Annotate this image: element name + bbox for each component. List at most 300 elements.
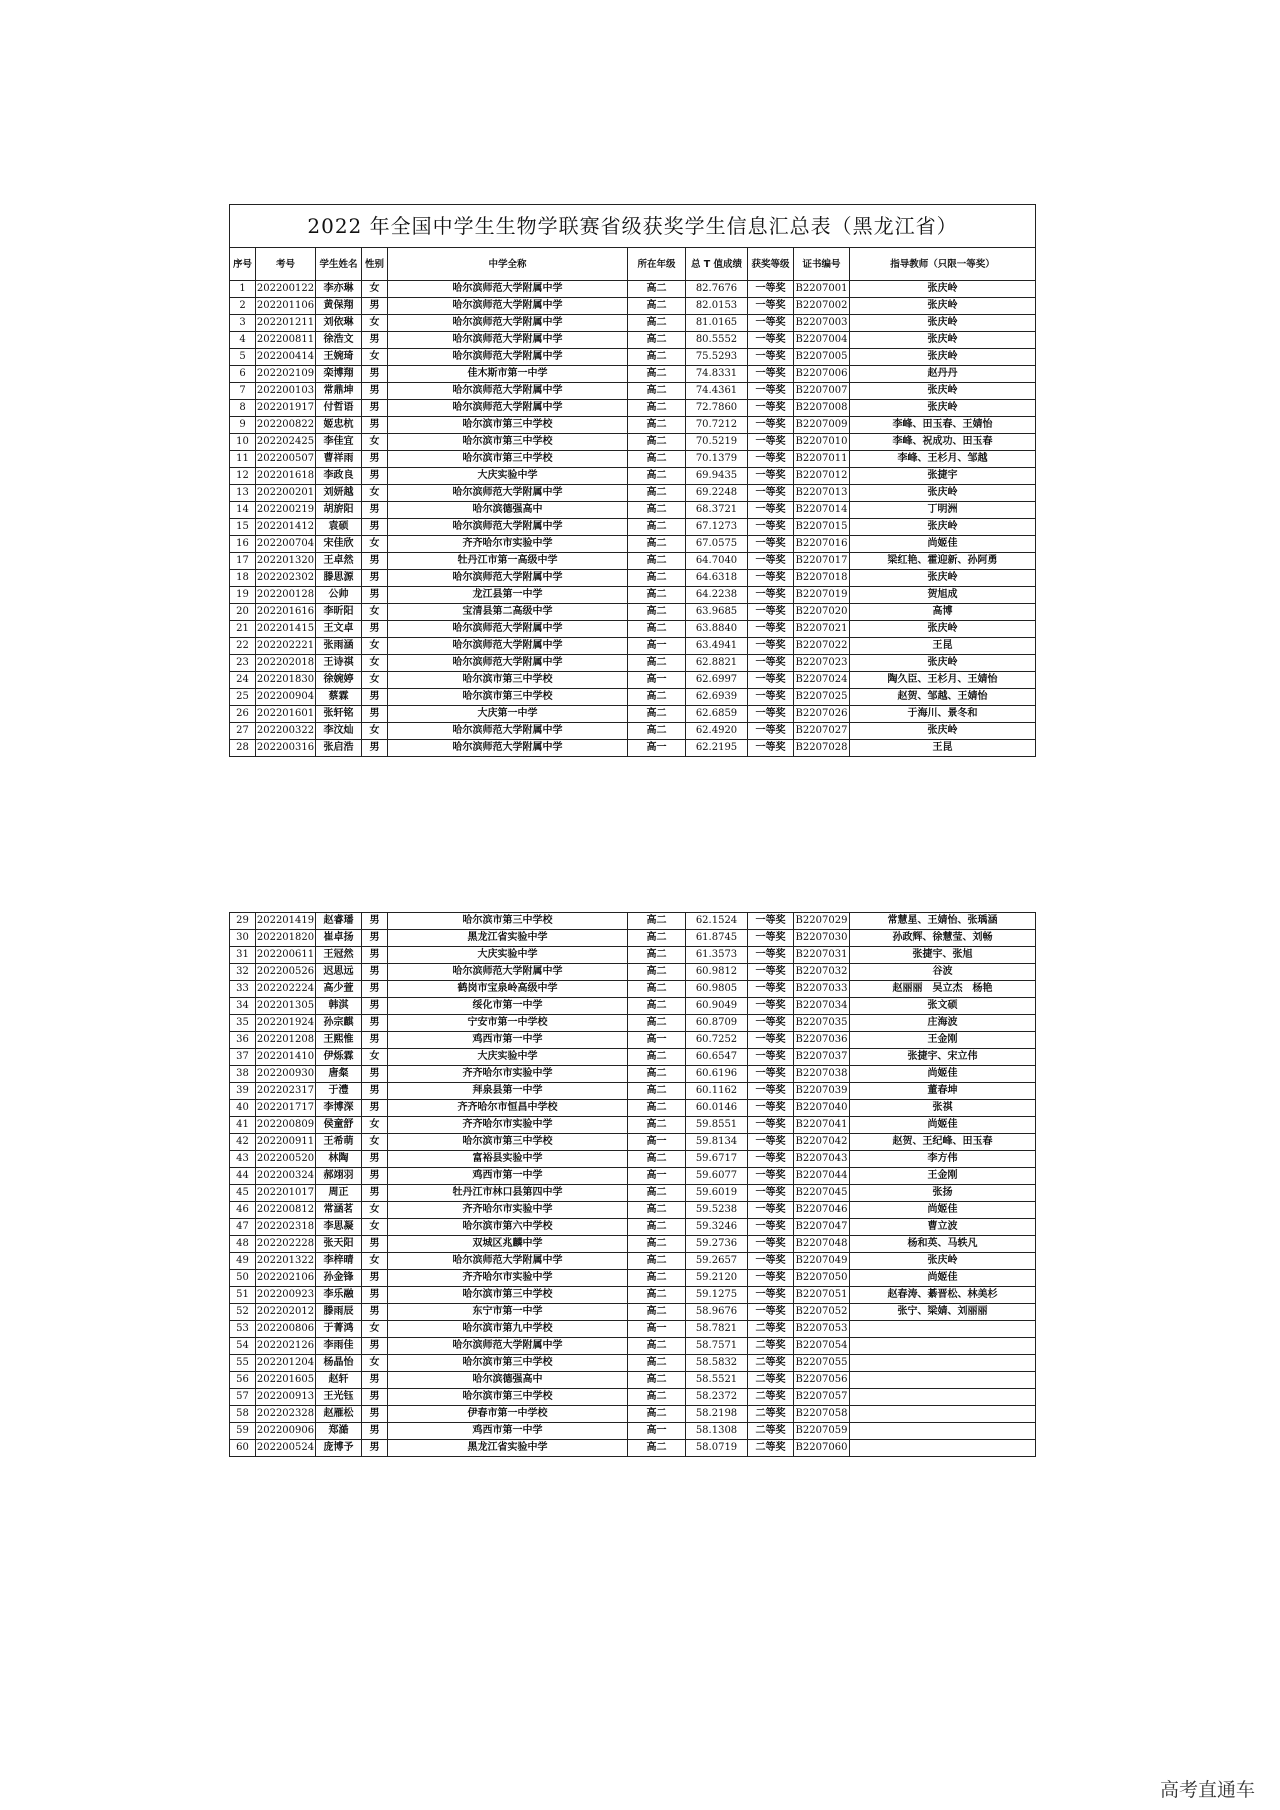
table-row <box>230 1270 1036 1287</box>
cell-certificate-no: B2207043 <box>794 1151 850 1168</box>
cell-gender: 女 <box>362 1253 388 1270</box>
cell-score: 63.9685 <box>686 604 748 621</box>
cell-grade: 高二 <box>628 1117 686 1134</box>
cell-exam-no: 202202425 <box>256 434 316 451</box>
cell-score: 59.5238 <box>686 1202 748 1219</box>
cell-award-level: 一等奖 <box>748 468 794 485</box>
cell-school: 哈尔滨市第三中学校 <box>388 1355 628 1372</box>
cell-teacher: 尚姬佳 <box>850 1117 1036 1134</box>
cell-score: 60.8709 <box>686 1015 748 1032</box>
cell-certificate-no: B2207035 <box>794 1015 850 1032</box>
cell-gender: 男 <box>362 1338 388 1355</box>
cell-exam-no: 202201605 <box>256 1372 316 1389</box>
cell-gender: 男 <box>362 587 388 604</box>
cell-score: 62.1524 <box>686 913 748 930</box>
cell-seq: 44 <box>230 1168 256 1185</box>
cell-seq: 12 <box>230 468 256 485</box>
cell-certificate-no: B2207050 <box>794 1270 850 1287</box>
table-row <box>230 1304 1036 1321</box>
cell-award-level: 一等奖 <box>748 536 794 553</box>
cell-grade: 高二 <box>628 1219 686 1236</box>
cell-certificate-no: B2207042 <box>794 1134 850 1151</box>
table-title: 2022 年全国中学生生物学联赛省级获奖学生信息汇总表（黑龙江省） <box>230 205 1036 248</box>
cell-award-level: 一等奖 <box>748 947 794 964</box>
cell-gender: 男 <box>362 553 388 570</box>
cell-grade: 高二 <box>628 1083 686 1100</box>
cell-teacher <box>850 1355 1036 1372</box>
cell-gender: 男 <box>362 998 388 1015</box>
cell-score: 67.1273 <box>686 519 748 536</box>
cell-school: 绥化市第一中学 <box>388 998 628 1015</box>
cell-exam-no: 202200524 <box>256 1440 316 1457</box>
cell-certificate-no: B2207018 <box>794 570 850 587</box>
cell-certificate-no: B2207008 <box>794 400 850 417</box>
table-row <box>230 1083 1036 1100</box>
cell-grade: 高二 <box>628 655 686 672</box>
cell-school: 哈尔滨市第三中学校 <box>388 451 628 468</box>
table-row <box>230 1389 1036 1406</box>
cell-exam-no: 202201830 <box>256 672 316 689</box>
cell-gender: 男 <box>362 332 388 349</box>
cell-seq: 42 <box>230 1134 256 1151</box>
cell-gender: 男 <box>362 451 388 468</box>
cell-certificate-no: B2207011 <box>794 451 850 468</box>
cell-certificate-no: B2207036 <box>794 1032 850 1049</box>
cell-gender: 男 <box>362 1372 388 1389</box>
table-row <box>230 315 1036 332</box>
cell-teacher: 李峰、田玉春、王婧怡 <box>850 417 1036 434</box>
header-grade: 所在年级 <box>628 248 686 281</box>
cell-score: 62.6997 <box>686 672 748 689</box>
table-row <box>230 706 1036 723</box>
cell-teacher: 庄海波 <box>850 1015 1036 1032</box>
cell-grade: 高二 <box>628 621 686 638</box>
cell-score: 60.9812 <box>686 964 748 981</box>
cell-seq: 16 <box>230 536 256 553</box>
cell-exam-no: 202201211 <box>256 315 316 332</box>
cell-student-name: 李梓晴 <box>316 1253 362 1270</box>
cell-grade: 高二 <box>628 1236 686 1253</box>
cell-certificate-no: B2207015 <box>794 519 850 536</box>
cell-student-name: 刘依琳 <box>316 315 362 332</box>
cell-gender: 男 <box>362 1151 388 1168</box>
cell-award-level: 一等奖 <box>748 1151 794 1168</box>
cell-seq: 11 <box>230 451 256 468</box>
cell-student-name: 赵睿璠 <box>316 913 362 930</box>
cell-exam-no: 202201917 <box>256 400 316 417</box>
cell-certificate-no: B2207006 <box>794 366 850 383</box>
cell-exam-no: 202200811 <box>256 332 316 349</box>
cell-student-name: 于菁鸿 <box>316 1321 362 1338</box>
cell-grade: 高二 <box>628 913 686 930</box>
cell-grade: 高二 <box>628 1372 686 1389</box>
cell-grade: 高二 <box>628 706 686 723</box>
cell-exam-no: 202201017 <box>256 1185 316 1202</box>
cell-teacher <box>850 1423 1036 1440</box>
cell-certificate-no: B2207032 <box>794 964 850 981</box>
cell-exam-no: 202201415 <box>256 621 316 638</box>
cell-seq: 46 <box>230 1202 256 1219</box>
cell-seq: 55 <box>230 1355 256 1372</box>
table-row <box>230 349 1036 366</box>
cell-student-name: 李佳宜 <box>316 434 362 451</box>
cell-grade: 高二 <box>628 502 686 519</box>
cell-student-name: 张天阳 <box>316 1236 362 1253</box>
cell-certificate-no: B2207058 <box>794 1406 850 1423</box>
cell-award-level: 一等奖 <box>748 981 794 998</box>
cell-score: 64.2238 <box>686 587 748 604</box>
cell-award-level: 一等奖 <box>748 451 794 468</box>
cell-school: 齐齐哈尔市恒昌中学校 <box>388 1100 628 1117</box>
cell-score: 58.7571 <box>686 1338 748 1355</box>
cell-school: 鸡西市第一中学 <box>388 1423 628 1440</box>
cell-teacher: 赵丽丽 吴立杰 杨艳 <box>850 981 1036 998</box>
cell-teacher: 尚姬佳 <box>850 1270 1036 1287</box>
cell-school: 哈尔滨市第三中学校 <box>388 913 628 930</box>
cell-certificate-no: B2207002 <box>794 298 850 315</box>
cell-exam-no: 202202328 <box>256 1406 316 1423</box>
header-award-level: 获奖等级 <box>748 248 794 281</box>
cell-exam-no: 202201322 <box>256 1253 316 1270</box>
cell-gender: 男 <box>362 383 388 400</box>
cell-seq: 33 <box>230 981 256 998</box>
cell-school: 哈尔滨师范大学附属中学 <box>388 655 628 672</box>
cell-student-name: 常鼎坤 <box>316 383 362 400</box>
cell-gender: 女 <box>362 349 388 366</box>
cell-score: 60.7252 <box>686 1032 748 1049</box>
cell-exam-no: 202200520 <box>256 1151 316 1168</box>
cell-student-name: 黄保翔 <box>316 298 362 315</box>
cell-grade: 高一 <box>628 1032 686 1049</box>
cell-award-level: 一等奖 <box>748 570 794 587</box>
cell-gender: 男 <box>362 1236 388 1253</box>
table-row <box>230 1117 1036 1134</box>
cell-score: 59.8551 <box>686 1117 748 1134</box>
cell-teacher: 张宁、梁婧、刘丽丽 <box>850 1304 1036 1321</box>
cell-exam-no: 202200316 <box>256 740 316 757</box>
cell-certificate-no: B2207014 <box>794 502 850 519</box>
table-row <box>230 1338 1036 1355</box>
cell-award-level: 一等奖 <box>748 723 794 740</box>
cell-certificate-no: B2207047 <box>794 1219 850 1236</box>
cell-teacher: 赵贺、王纪峰、田玉春 <box>850 1134 1036 1151</box>
header-school: 中学全称 <box>388 248 628 281</box>
cell-school: 哈尔滨师范大学附属中学 <box>388 570 628 587</box>
cell-school: 大庆第一中学 <box>388 706 628 723</box>
table-row <box>230 1236 1036 1253</box>
cell-score: 67.0575 <box>686 536 748 553</box>
cell-exam-no: 202200219 <box>256 502 316 519</box>
cell-teacher: 张捷宇、张旭 <box>850 947 1036 964</box>
cell-award-level: 一等奖 <box>748 1168 794 1185</box>
table-row <box>230 1202 1036 1219</box>
cell-teacher: 张庆岭 <box>850 315 1036 332</box>
cell-score: 63.4941 <box>686 638 748 655</box>
cell-teacher: 孙政辉、徐慧莹、刘畅 <box>850 930 1036 947</box>
cell-teacher: 张庆岭 <box>850 519 1036 536</box>
cell-student-name: 李亦琳 <box>316 281 362 298</box>
cell-teacher: 张庆岭 <box>850 570 1036 587</box>
cell-grade: 高二 <box>628 519 686 536</box>
cell-award-level: 一等奖 <box>748 1117 794 1134</box>
table-row <box>230 1134 1036 1151</box>
cell-teacher: 张庆岭 <box>850 655 1036 672</box>
cell-award-level: 一等奖 <box>748 1032 794 1049</box>
cell-award-level: 二等奖 <box>748 1389 794 1406</box>
cell-score: 69.2248 <box>686 485 748 502</box>
cell-grade: 高二 <box>628 1049 686 1066</box>
cell-teacher <box>850 1321 1036 1338</box>
cell-certificate-no: B2207005 <box>794 349 850 366</box>
cell-grade: 高二 <box>628 349 686 366</box>
cell-gender: 男 <box>362 1287 388 1304</box>
cell-student-name: 徐浩文 <box>316 332 362 349</box>
cell-gender: 男 <box>362 706 388 723</box>
cell-grade: 高二 <box>628 689 686 706</box>
cell-seq: 53 <box>230 1321 256 1338</box>
cell-teacher: 梁红艳、霍迎新、孙阿勇 <box>850 553 1036 570</box>
table-row <box>230 1066 1036 1083</box>
cell-student-name: 李雨佳 <box>316 1338 362 1355</box>
cell-certificate-no: B2207019 <box>794 587 850 604</box>
cell-gender: 男 <box>362 1168 388 1185</box>
cell-award-level: 一等奖 <box>748 672 794 689</box>
cell-gender: 女 <box>362 315 388 332</box>
cell-exam-no: 202200822 <box>256 417 316 434</box>
cell-certificate-no: B2207029 <box>794 913 850 930</box>
cell-award-level: 一等奖 <box>748 349 794 366</box>
cell-student-name: 王卓然 <box>316 553 362 570</box>
table-row <box>230 281 1036 298</box>
cell-score: 59.2120 <box>686 1270 748 1287</box>
cell-student-name: 曹祥雨 <box>316 451 362 468</box>
cell-exam-no: 202200414 <box>256 349 316 366</box>
cell-award-level: 一等奖 <box>748 1236 794 1253</box>
cell-exam-no: 202202221 <box>256 638 316 655</box>
cell-award-level: 一等奖 <box>748 485 794 502</box>
cell-award-level: 一等奖 <box>748 998 794 1015</box>
cell-certificate-no: B2207003 <box>794 315 850 332</box>
cell-score: 61.8745 <box>686 930 748 947</box>
cell-school: 哈尔滨师范大学附属中学 <box>388 621 628 638</box>
cell-grade: 高二 <box>628 485 686 502</box>
cell-gender: 男 <box>362 1389 388 1406</box>
cell-award-level: 一等奖 <box>748 1049 794 1066</box>
cell-student-name: 滕雨辰 <box>316 1304 362 1321</box>
cell-grade: 高二 <box>628 417 686 434</box>
table-row <box>230 434 1036 451</box>
cell-exam-no: 202202318 <box>256 1219 316 1236</box>
cell-certificate-no: B2207034 <box>794 998 850 1015</box>
cell-student-name: 伊烁霖 <box>316 1049 362 1066</box>
cell-award-level: 一等奖 <box>748 383 794 400</box>
cell-seq: 50 <box>230 1270 256 1287</box>
cell-grade: 高一 <box>628 1168 686 1185</box>
cell-teacher: 高博 <box>850 604 1036 621</box>
cell-seq: 14 <box>230 502 256 519</box>
cell-score: 62.6939 <box>686 689 748 706</box>
cell-certificate-no: B2207001 <box>794 281 850 298</box>
cell-grade: 高二 <box>628 1287 686 1304</box>
cell-student-name: 滕思源 <box>316 570 362 587</box>
cell-teacher: 谷波 <box>850 964 1036 981</box>
cell-score: 59.1275 <box>686 1287 748 1304</box>
cell-student-name: 胡旂阳 <box>316 502 362 519</box>
cell-certificate-no: B2207030 <box>794 930 850 947</box>
cell-grade: 高二 <box>628 1015 686 1032</box>
cell-school: 哈尔滨市第六中学校 <box>388 1219 628 1236</box>
cell-certificate-no: B2207009 <box>794 417 850 434</box>
cell-exam-no: 202202317 <box>256 1083 316 1100</box>
cell-certificate-no: B2207023 <box>794 655 850 672</box>
cell-student-name: 王光钰 <box>316 1389 362 1406</box>
cell-score: 58.5832 <box>686 1355 748 1372</box>
cell-exam-no: 202201204 <box>256 1355 316 1372</box>
cell-student-name: 林陶 <box>316 1151 362 1168</box>
table-row <box>230 451 1036 468</box>
cell-award-level: 二等奖 <box>748 1423 794 1440</box>
cell-award-level: 一等奖 <box>748 1066 794 1083</box>
cell-student-name: 于澧 <box>316 1083 362 1100</box>
cell-student-name: 徐婉婷 <box>316 672 362 689</box>
table-row <box>230 930 1036 947</box>
cell-gender: 男 <box>362 740 388 757</box>
cell-school: 鹤岗市宝泉岭高级中学 <box>388 981 628 998</box>
cell-teacher: 张庆岭 <box>850 1253 1036 1270</box>
cell-award-level: 一等奖 <box>748 689 794 706</box>
cell-grade: 高二 <box>628 434 686 451</box>
cell-exam-no: 202202018 <box>256 655 316 672</box>
table-row <box>230 332 1036 349</box>
header-certificate-no: 证书编号 <box>794 248 850 281</box>
cell-student-name: 王冠然 <box>316 947 362 964</box>
cell-school: 宁安市第一中学校 <box>388 1015 628 1032</box>
cell-seq: 4 <box>230 332 256 349</box>
cell-teacher: 尚姬佳 <box>850 536 1036 553</box>
cell-student-name: 宋佳欣 <box>316 536 362 553</box>
cell-seq: 57 <box>230 1389 256 1406</box>
cell-gender: 女 <box>362 604 388 621</box>
cell-certificate-no: B2207017 <box>794 553 850 570</box>
cell-certificate-no: B2207051 <box>794 1287 850 1304</box>
cell-award-level: 一等奖 <box>748 1134 794 1151</box>
table-row <box>230 417 1036 434</box>
cell-certificate-no: B2207037 <box>794 1049 850 1066</box>
cell-score: 60.0146 <box>686 1100 748 1117</box>
table-row <box>230 1355 1036 1372</box>
cell-school: 龙江县第一中学 <box>388 587 628 604</box>
cell-gender: 男 <box>362 981 388 998</box>
cell-award-level: 一等奖 <box>748 1287 794 1304</box>
cell-gender: 男 <box>362 621 388 638</box>
cell-score: 59.2657 <box>686 1253 748 1270</box>
cell-award-level: 一等奖 <box>748 281 794 298</box>
cell-student-name: 杨晶怡 <box>316 1355 362 1372</box>
cell-seq: 58 <box>230 1406 256 1423</box>
cell-teacher: 赵春涛、綦晋松、林美杉 <box>850 1287 1036 1304</box>
cell-exam-no: 202201305 <box>256 998 316 1015</box>
cell-score: 60.6196 <box>686 1066 748 1083</box>
cell-certificate-no: B2207027 <box>794 723 850 740</box>
cell-student-name: 赵轩 <box>316 1372 362 1389</box>
cell-school: 黑龙江省实验中学 <box>388 930 628 947</box>
cell-school: 齐齐哈尔市实验中学 <box>388 1270 628 1287</box>
cell-score: 62.2195 <box>686 740 748 757</box>
cell-score: 59.3246 <box>686 1219 748 1236</box>
cell-gender: 女 <box>362 723 388 740</box>
cell-grade: 高二 <box>628 468 686 485</box>
cell-certificate-no: B2207049 <box>794 1253 850 1270</box>
cell-grade: 高二 <box>628 570 686 587</box>
cell-gender: 女 <box>362 1134 388 1151</box>
cell-grade: 高二 <box>628 298 686 315</box>
cell-certificate-no: B2207010 <box>794 434 850 451</box>
cell-score: 74.4361 <box>686 383 748 400</box>
cell-student-name: 张轩铭 <box>316 706 362 723</box>
cell-grade: 高二 <box>628 964 686 981</box>
cell-gender: 女 <box>362 1049 388 1066</box>
cell-school: 齐齐哈尔市实验中学 <box>388 536 628 553</box>
cell-grade: 高二 <box>628 1253 686 1270</box>
cell-certificate-no: B2207033 <box>794 981 850 998</box>
cell-score: 70.5219 <box>686 434 748 451</box>
cell-school: 宝清县第二高级中学 <box>388 604 628 621</box>
cell-score: 59.6077 <box>686 1168 748 1185</box>
cell-teacher: 王金刚 <box>850 1168 1036 1185</box>
cell-school: 哈尔滨师范大学附属中学 <box>388 740 628 757</box>
cell-gender: 男 <box>362 930 388 947</box>
cell-teacher: 陶久臣、王杉月、王婧怡 <box>850 672 1036 689</box>
cell-score: 59.2736 <box>686 1236 748 1253</box>
cell-student-name: 公帅 <box>316 587 362 604</box>
cell-seq: 9 <box>230 417 256 434</box>
cell-school: 牡丹江市第一高级中学 <box>388 553 628 570</box>
cell-student-name: 高少萱 <box>316 981 362 998</box>
cell-seq: 24 <box>230 672 256 689</box>
cell-teacher: 李峰、王杉月、邹越 <box>850 451 1036 468</box>
cell-teacher: 张祺 <box>850 1100 1036 1117</box>
cell-school: 哈尔滨师范大学附属中学 <box>388 1253 628 1270</box>
cell-teacher: 王昆 <box>850 638 1036 655</box>
cell-teacher <box>850 1338 1036 1355</box>
cell-teacher: 张庆岭 <box>850 621 1036 638</box>
cell-award-level: 一等奖 <box>748 1304 794 1321</box>
cell-score: 59.6019 <box>686 1185 748 1202</box>
cell-gender: 男 <box>362 519 388 536</box>
cell-certificate-no: B2207057 <box>794 1389 850 1406</box>
cell-score: 70.7212 <box>686 417 748 434</box>
cell-teacher <box>850 1440 1036 1457</box>
cell-gender: 男 <box>362 417 388 434</box>
cell-seq: 35 <box>230 1015 256 1032</box>
table-row <box>230 587 1036 604</box>
cell-school: 哈尔滨市第三中学校 <box>388 1389 628 1406</box>
cell-seq: 26 <box>230 706 256 723</box>
table-row <box>230 1168 1036 1185</box>
cell-award-level: 一等奖 <box>748 502 794 519</box>
cell-seq: 38 <box>230 1066 256 1083</box>
cell-exam-no: 202200128 <box>256 587 316 604</box>
cell-student-name: 郑澔 <box>316 1423 362 1440</box>
cell-student-name: 蔡霖 <box>316 689 362 706</box>
cell-exam-no: 202200122 <box>256 281 316 298</box>
table-row <box>230 655 1036 672</box>
cell-school: 鸡西市第一中学 <box>388 1032 628 1049</box>
cell-school: 哈尔滨师范大学附属中学 <box>388 315 628 332</box>
cell-teacher: 张庆岭 <box>850 349 1036 366</box>
cell-student-name: 王婉琦 <box>316 349 362 366</box>
cell-student-name: 孙金锋 <box>316 1270 362 1287</box>
